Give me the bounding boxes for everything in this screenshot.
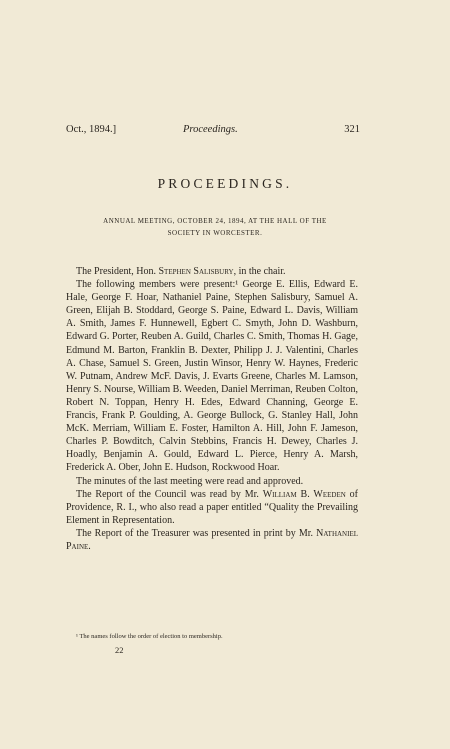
running-header [66, 124, 360, 138]
footnote: ¹ The names follow the order of election to membership. [76, 633, 223, 640]
signature-mark: 22 [115, 645, 124, 655]
paragraph-members: The following members were present:¹ George E. Ellis, Edward E. Hale, George F. Hoar, Nathaniel Paine, Stephen Salisbury, Samuel A. Green, Elijah B. Stoddard, George S. Paine, Edward L. Davis, William A. Smith, James F. Hunnewell, Egbert C. Smyth, John D. Washburn, Edward G. Porter, Reuben A. Guild, Charles C. Smith, Thomas H. Gage, Edmund M. Barton, Franklin B. Dexter, Philipp J. J. Valentini, Charles A. Chase, Samuel S. Green, Justin Winsor, Henry W. Haynes, Frederic W. Putnam, Andrew McF. Davis, J. Evarts Greene, Charles M. Lamson, Henry S. Nourse, William B. Weeden, Daniel Merriman, Reuben Colton, Robert N. Toppan, Henry H. Edes, Edward Channing, George E. Francis, Frank P. Goulding, A. George Bullock, G. Stanley Hall, John McK. Merriam, William E. Foster, Hamilton A. Hill, John F. Jameson, Charles P. Bowditch, Calvin Stebbins, Francis H. Dewey, Charles J. Hoadly, Benjamin A. Gould, Edward L. Pierce, Henry A. Marsh, Frederick A. Ober, John E. Hudson, Rockwood Hoar. [66, 279, 358, 474]
body-text [66, 265, 358, 553]
treasurer-name: Nathaniel Paine [66, 527, 358, 552]
para5-pre: The Report of the Treasurer was presented in print by Mr. [76, 527, 317, 539]
section-title: PROCEEDINGS. [157, 176, 293, 191]
president-name: Stephen Salisbury [158, 266, 234, 277]
paragraph-council-report [66, 488, 358, 527]
para5-post: . [88, 540, 91, 552]
subtitle-line-1: ANNUAL MEETING, OCTOBER 24, 1894, AT THE HALL OF THE [103, 217, 327, 225]
para1-pre: The President, Hon. [76, 266, 159, 277]
paragraph-president [66, 265, 358, 278]
page-number: 321 [344, 124, 360, 135]
paragraph-minutes: The minutes of the last meeting were read and approved. [76, 475, 304, 487]
subtitle-line-2: SOCIETY IN WORCESTER. [167, 229, 263, 237]
para4-post: of Providence, R. I., who also read a paper entitled “Quality the Prevailing Element in Representation. [66, 488, 358, 526]
meeting-subtitle [60, 215, 370, 239]
reader-name: William B. Weeden [262, 488, 346, 500]
para1-post: , in the chair. [233, 266, 286, 277]
para4-pre: The Report of the Council was read by Mr. [76, 488, 263, 500]
paragraph-treasurer-report [66, 527, 358, 553]
header-title: Proceedings. [183, 124, 238, 135]
header-date: Oct., 1894.] [66, 124, 117, 135]
